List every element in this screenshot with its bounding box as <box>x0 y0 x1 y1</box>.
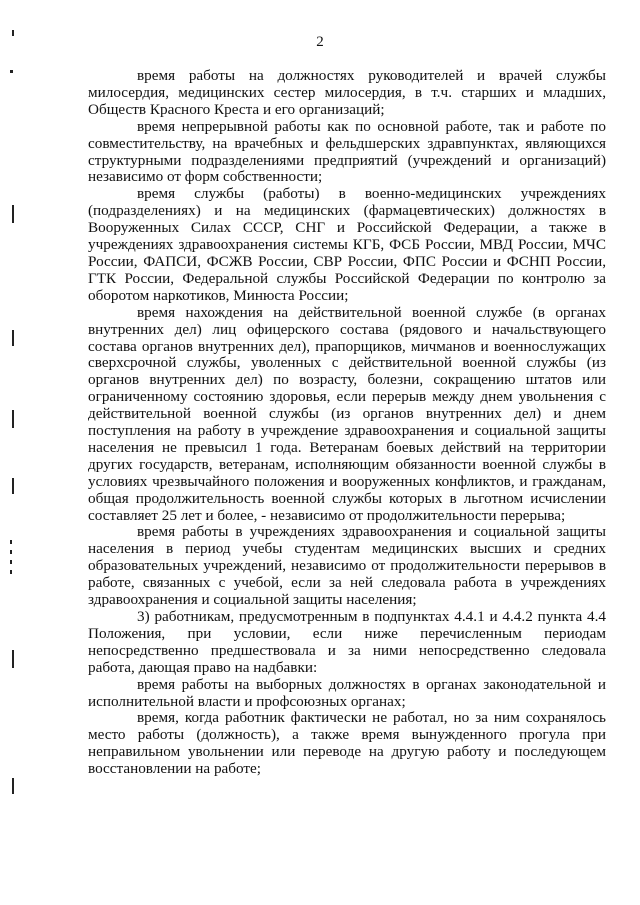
paragraph: время нахождения на действительной военной службе (в органах внутренних дел) лиц офицерского состава (рядового и начальствующего состава органов внутренних дел), прапорщиков, мичманов и военнослужащих сверхсрочной службы, уволенных с действительной военной службы (из органов внутренних дел) по возрасту, болезни, сокращению штатов или ограниченному состоянию здоровья, если перерыв между днем увольнения с действительной военной службы (из органов внутренних дел) и днем поступления на работу в учреждение здравоохранения и социальной защиты населения не превысил 1 года. Ветеранам боевых действий на территории других государств, ветеранам, исполняющим обязанности военной службы в условиях чрезвычайного положения и вооруженных конфликтов, и гражданам, общая продолжительность военной службы которых в льготном исчислении составляет 25 лет и более, - независимо от продолжительности перерыва; <box>88 303 606 524</box>
page-number: 2 <box>316 34 324 50</box>
paragraph: время работы на должностях руководителей и врачей службы милосердия, медицинских сестер милосердия, в т.ч. старших и младших, Обществ Красного Креста и его организаций; <box>88 67 606 118</box>
scan-mark <box>10 560 12 564</box>
scan-mark <box>12 30 14 36</box>
scan-mark <box>12 330 14 346</box>
scan-mark <box>10 540 12 544</box>
scan-mark <box>12 410 14 428</box>
scan-mark <box>10 570 12 574</box>
document-body <box>88 68 606 778</box>
paragraph: 3) работникам, предусмотренным в подпунктах 4.4.1 и 4.4.2 пункта 4.4 Положения, при условии, если ниже перечисленным периодам непосредственно предшествовала и за ними непосредственно следовала работа, дающая право на надбавки: <box>88 608 606 676</box>
scan-mark <box>10 550 12 554</box>
scan-mark <box>12 650 14 668</box>
scan-mark <box>10 70 13 73</box>
paragraph: время службы (работы) в военно-медицинских учреждениях (подразделениях) и на медицинских (фармацевтических) должностях в Вооруженных Силах СССР, СНГ и Российской Федерации, а также в учреждениях здравоохранения системы КГБ, ФСБ России, МВД России, МЧС России, ФАПСИ, ФСЖВ России, СВР России, ФПС России и ФСНП России, ГТК России, Федеральной службы Российской Федерации по контролю за оборотом наркотиков, Минюста России; <box>88 185 606 304</box>
paragraph: время непрерывной работы как по основной работе, так и работе по совместительству, на врачебных и фельдшерских здравпунктах, являющихся структурными подразделениями предприятий (учреждений и организаций) независимо от форм собственности; <box>88 117 606 186</box>
scan-mark <box>12 205 14 223</box>
paragraph: время работы в учреждениях здравоохранения и социальной защиты населения в период учебы студентам медицинских высших и средних образовательных учреждений, независимо от продолжительности перерывов в работе, связанных с учебой, если за ней следовала работа в учреждениях здравоохранения и социальной защиты населения; <box>88 523 606 609</box>
scan-mark <box>12 478 14 494</box>
paragraph: время работы на выборных должностях в органах законодательной и исполнительной власти и профсоюзных органах; <box>88 675 606 710</box>
scan-mark <box>12 778 14 794</box>
paragraph: время, когда работник фактически не работал, но за ним сохранялось место работы (должность), а также время вынужденного прогула при неправильном увольнении или переводе на другую работу и последующем восстановлении на работе; <box>88 709 606 778</box>
